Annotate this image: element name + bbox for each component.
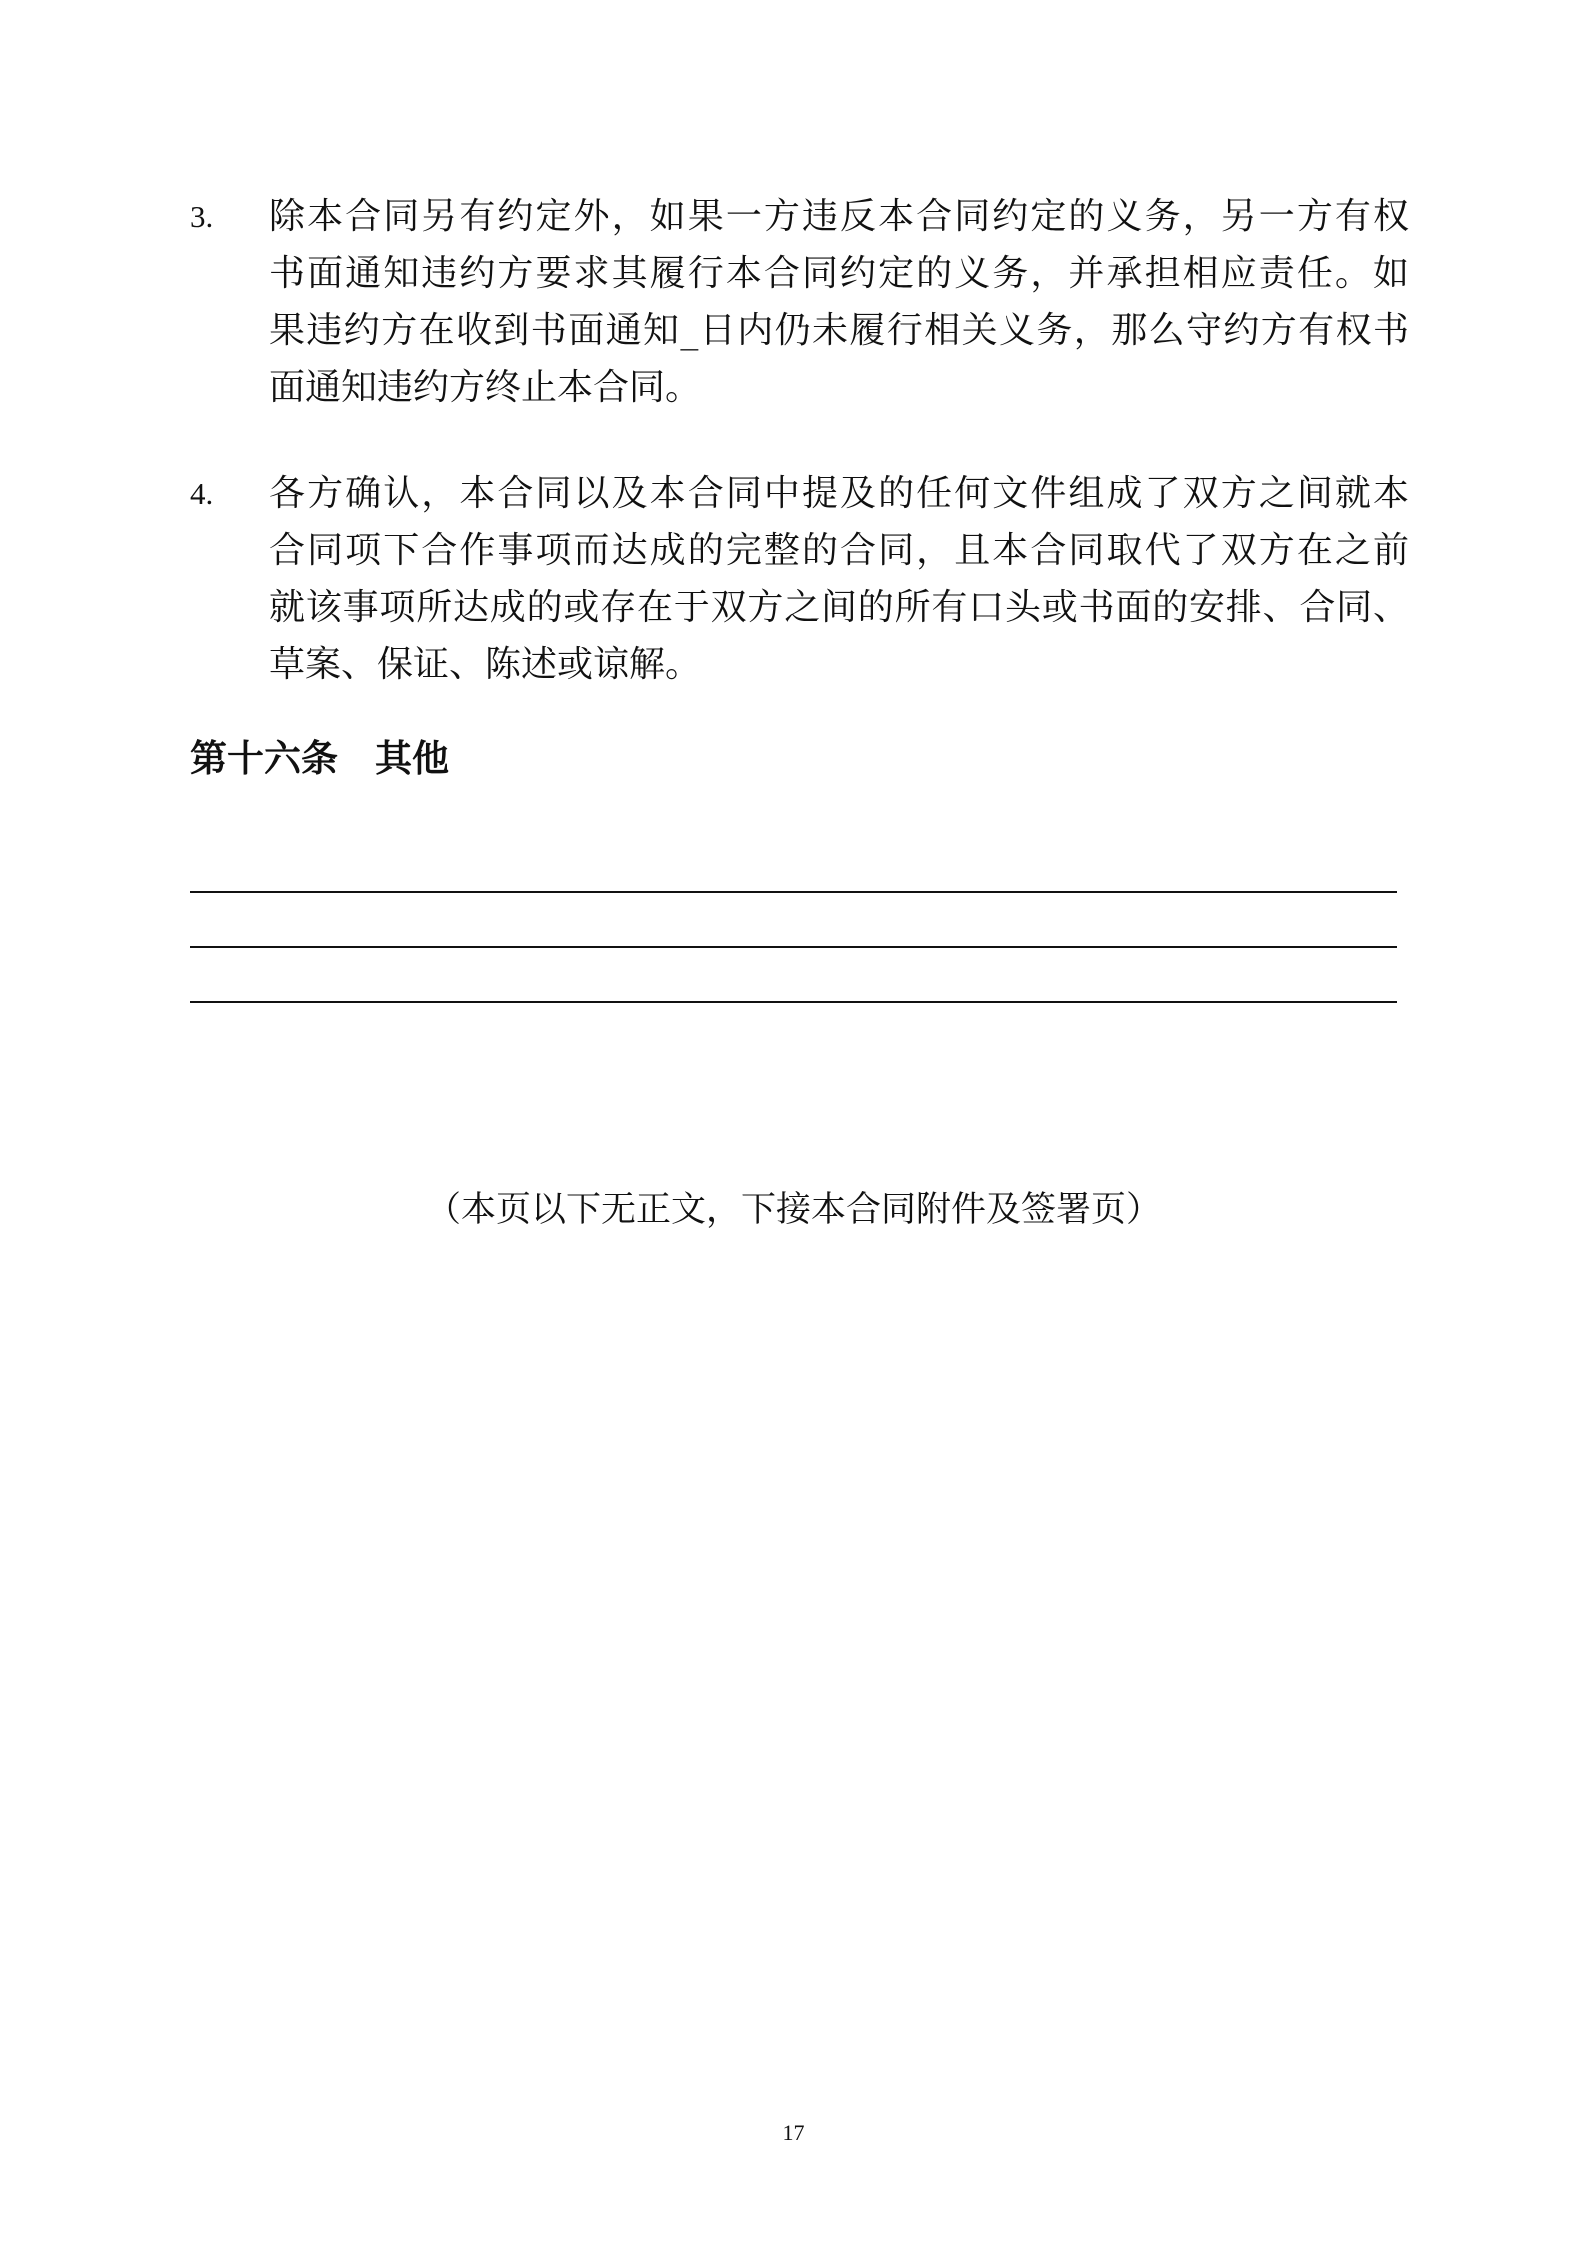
clause-line: 就该事项所达成的或存在于双方之间的所有口头或书面的安排、合同、 — [269, 587, 1409, 628]
clause-text — [269, 188, 1409, 416]
blank-fill-line — [190, 946, 1397, 948]
end-of-text-note: （本页以下无正文，下接本合同附件及签署页） — [425, 1190, 1161, 1230]
blank-fill-line — [190, 1001, 1397, 1003]
clause-line: 面通知违约方终止本合同。 — [269, 367, 702, 408]
clause-line: 果违约方在收到书面通知_日内仍未履行相关义务，那么守约方有权书 — [269, 310, 1409, 351]
clause-line: 草案、保证、陈述或谅解。 — [269, 644, 702, 685]
clause-number: 3. — [190, 199, 214, 234]
page-number: 17 — [782, 2120, 805, 2145]
clause-text — [269, 465, 1409, 693]
clause-line: 书面通知违约方要求其履行本合同约定的义务，并承担相应责任。如 — [269, 253, 1409, 294]
blank-fill-line — [190, 891, 1397, 893]
clause-number: 4. — [190, 476, 214, 511]
clause-line: 合同项下合作事项而达成的完整的合同，且本合同取代了双方在之前 — [269, 530, 1409, 571]
section-heading: 第十六条 其他 — [190, 736, 449, 780]
clause-line: 各方确认，本合同以及本合同中提及的任何文件组成了双方之间就本 — [269, 473, 1409, 514]
clause-line: 除本合同另有约定外，如果一方违反本合同约定的义务，另一方有权 — [269, 196, 1409, 237]
